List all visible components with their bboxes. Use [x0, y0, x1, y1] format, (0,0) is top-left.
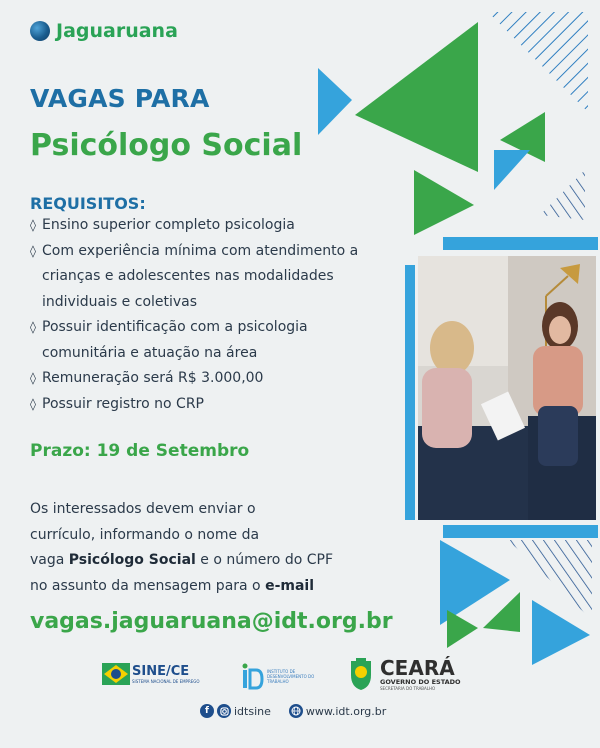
- list-item-continuation: individuais e coletivas: [42, 293, 198, 310]
- diamond-bullet-icon: ◊: [30, 371, 36, 385]
- globe-icon: [289, 704, 303, 718]
- list-item: ◊ Possuir registro no CRP: [30, 392, 400, 418]
- hatched-triangle-mid: [540, 170, 585, 220]
- idt-mark-icon: [242, 662, 264, 690]
- ceara-coat-of-arms-icon: [348, 657, 374, 691]
- blue-bar-left: [405, 265, 415, 520]
- list-item: ◊ Possuir identificação com a psicologia: [30, 315, 400, 341]
- list-item-continuation: crianças e adolescentes nas modalidades: [42, 268, 334, 284]
- green-triangle-bottom-a: [483, 592, 520, 632]
- brand-name: Jaguaruana: [56, 20, 178, 42]
- green-triangle-mid: [414, 170, 474, 235]
- website-link[interactable]: www.idt.org.br: [305, 704, 387, 718]
- hatched-triangle-bottom: [508, 540, 592, 620]
- headline-job-title: Psicólogo Social: [30, 128, 303, 163]
- application-instructions: Os interessados devem enviar o currículo, informando o nome da vaga Psicólogo Social e o número do CPF no assunto da mensagem para o e-mail: [30, 501, 333, 594]
- requirements-title: REQUISITOS:: [30, 194, 146, 213]
- list-item: ◊ Remuneração será R$ 3.000,00: [30, 366, 400, 392]
- blue-triangle-mid: [494, 150, 530, 190]
- social-handle[interactable]: idtsine: [234, 704, 271, 718]
- blue-bar-top: [443, 237, 598, 250]
- consultation-photo: [418, 256, 596, 520]
- contact-email[interactable]: vagas.jaguaruana@idt.org.br: [30, 609, 393, 634]
- diamond-bullet-icon: ◊: [30, 320, 36, 334]
- facebook-icon[interactable]: f: [200, 704, 214, 718]
- green-triangle-large: [355, 22, 478, 172]
- idt-logo: INSTITUTO DE DESENVOLVIMENTO DO TRABALHO: [242, 662, 325, 690]
- ceara-government-logo: CEARÁ GOVERNO DO ESTADO SECRETARIA DO TRABALHO: [348, 657, 461, 691]
- headline-line1: VAGAS PARA: [30, 84, 210, 113]
- sine-ce-logo: SINE/CE SISTEMA NACIONAL DE EMPREGO: [102, 663, 200, 685]
- brand-circle-icon: [30, 21, 50, 41]
- footer-links: [200, 704, 386, 718]
- diamond-bullet-icon: ◊: [30, 218, 36, 232]
- instagram-icon[interactable]: [217, 704, 231, 718]
- hatched-triangle-top: [488, 12, 588, 112]
- list-item: ◊ Com experiência mínima com atendimento a: [30, 239, 400, 265]
- brazil-flag-icon: [102, 663, 130, 685]
- deadline: Prazo: 19 de Setembro: [30, 441, 250, 461]
- diamond-bullet-icon: ◊: [30, 243, 36, 258]
- brand-logo: [30, 20, 178, 42]
- diamond-bullet-icon: ◊: [30, 396, 36, 411]
- blue-bar-bottom: [443, 525, 598, 538]
- requirements-list: [30, 213, 400, 417]
- blue-triangle-left: [318, 68, 352, 135]
- list-item: ◊ Ensino superior completo psicologia: [30, 213, 400, 239]
- list-item-continuation: comunitária e atuação na área: [42, 344, 258, 361]
- green-triangle-bottom-b: [447, 610, 478, 648]
